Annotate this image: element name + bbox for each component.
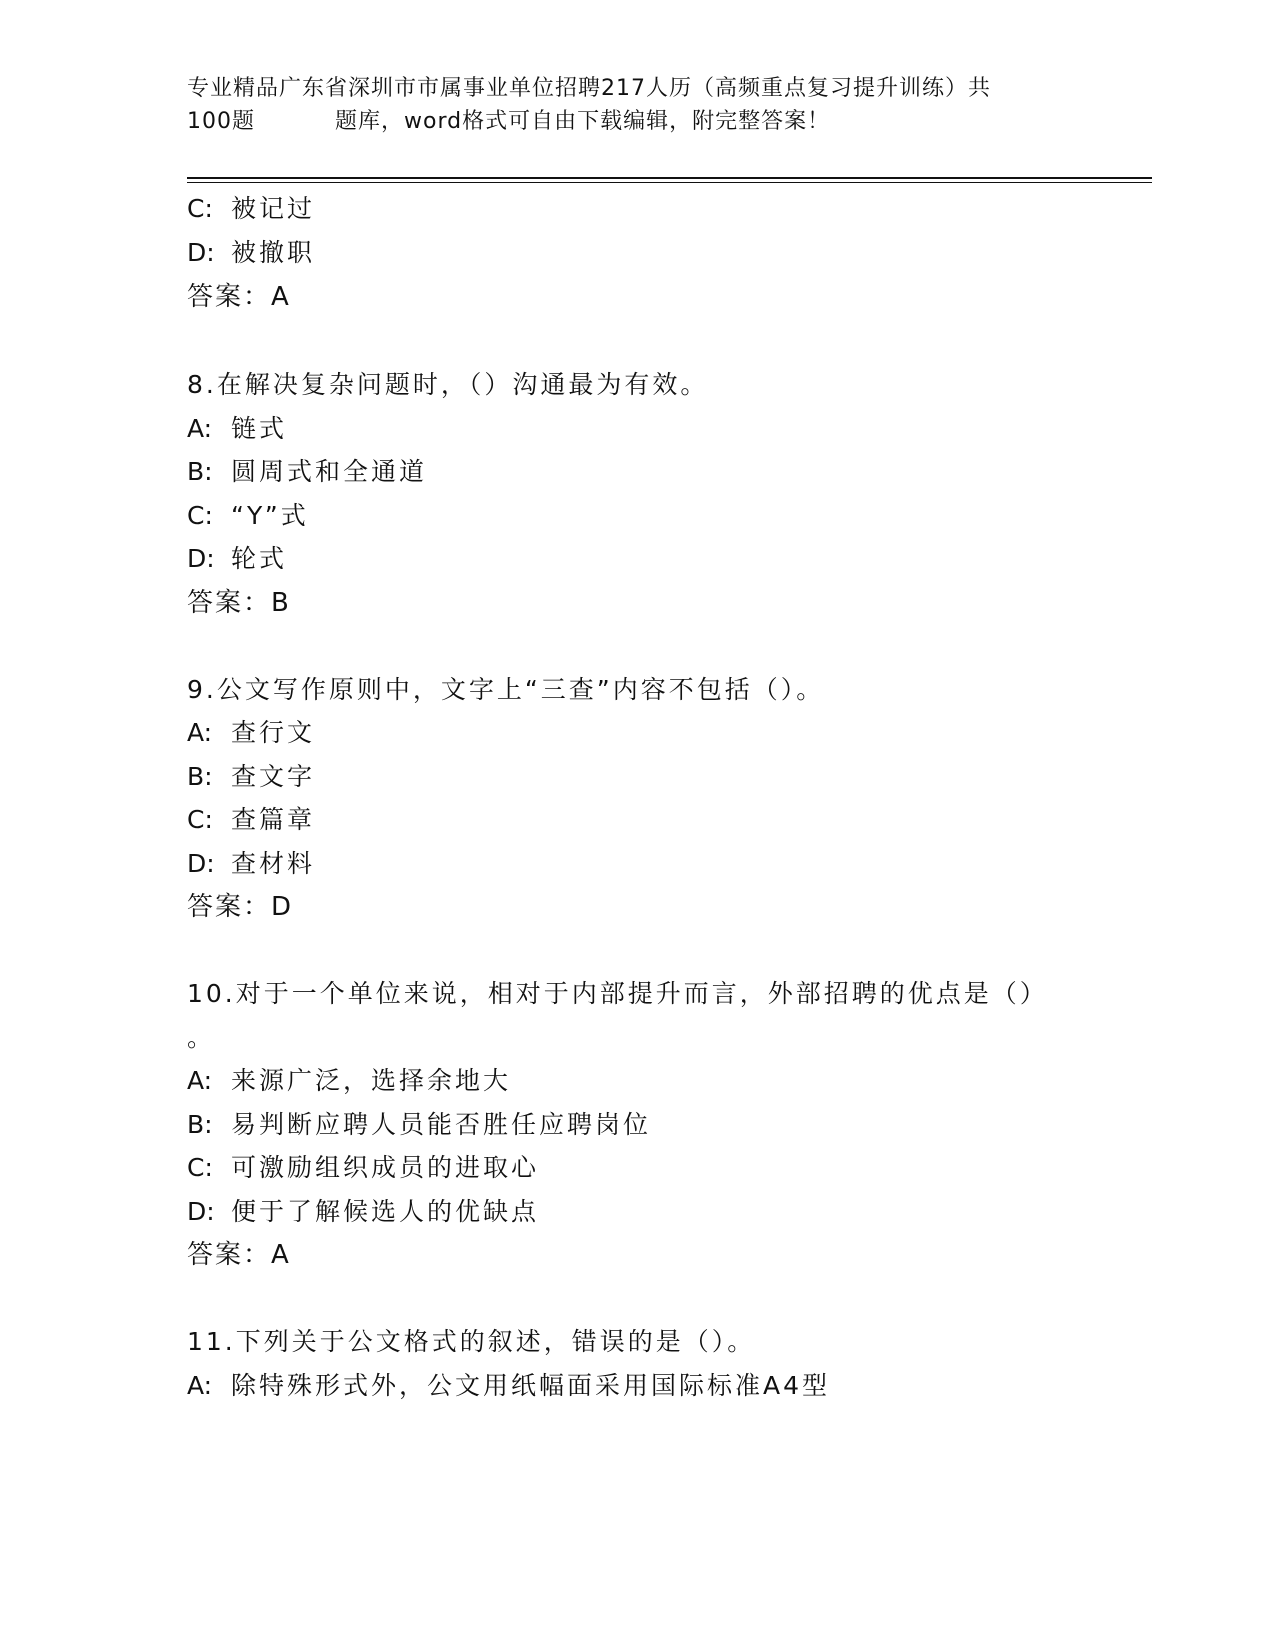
option-letter: C: [187,805,213,834]
option-item [187,1064,511,1098]
option-item [187,499,309,533]
option-letter: C: [187,194,213,223]
header-description: 题库，word格式可自由下载编辑，附完整答案！ [335,109,831,134]
answer-line: 答案：B [187,588,291,618]
option-item [187,1369,830,1403]
option-letter: D: [187,1197,215,1226]
option-letter: D: [187,544,215,573]
option-text: 可激励组织成员的进取心 [231,1153,540,1182]
option-letter: C: [187,1153,213,1182]
option-item [187,1151,539,1185]
option-text: 易判断应聘人员能否胜任应聘岗位 [231,1110,652,1139]
question-stem: 8.在解决复杂问题时，（）沟通最为有效。 [187,370,709,399]
option-letter: D: [187,238,215,267]
document-header [187,72,1087,138]
header-divider-thick [187,177,1152,179]
option-item [187,236,315,270]
option-letter: A: [187,1066,213,1095]
option-text: 轮式 [231,544,288,573]
answer-line: 答案：D [187,892,294,922]
option-item [187,192,315,226]
option-text: 被撤职 [231,238,316,267]
option-letter: B: [187,1110,213,1139]
option-letter: A: [187,718,213,747]
option-item [187,716,315,750]
header-title-line2 [187,105,1087,138]
option-text: 便于了解候选人的优缺点 [231,1197,540,1226]
option-text: 除特殊形式外，公文用纸幅面采用国际标准A4型 [231,1371,831,1400]
option-text: 圆周式和全通道 [231,457,428,486]
option-item [187,1195,539,1229]
question-stem: 11.下列关于公文格式的叙述，错误的是（）。 [187,1327,756,1356]
option-item [187,803,315,837]
question-stem: 10.对于一个单位来说，相对于内部提升而言，外部招聘的优点是（） [187,979,1048,1008]
option-item [187,760,315,794]
option-text: 链式 [231,414,288,443]
answer-line: 答案：A [187,1240,291,1270]
answer-line: 答案：A [187,282,291,312]
header-title-line1: 专业精品广东省深圳市市属事业单位招聘217人历（高频重点复习提升训练）共 [187,76,991,101]
option-letter: A: [187,1371,213,1400]
header-count: 100题 [187,109,255,134]
option-item [187,542,287,576]
option-letter: D: [187,849,215,878]
option-text: 来源广泛，选择余地大 [231,1066,512,1095]
option-text: “Y”式 [231,501,309,530]
option-text: 查行文 [231,718,316,747]
option-item [187,455,427,489]
option-letter: C: [187,501,213,530]
option-text: 被记过 [231,194,316,223]
option-text: 查篇章 [231,805,316,834]
option-item [187,412,287,446]
option-letter: A: [187,414,213,443]
option-text: 查文字 [231,762,316,791]
option-item [187,1108,651,1142]
option-letter: B: [187,457,213,486]
question-stem-continued: 。 [187,1023,216,1052]
header-divider-thin [187,182,1152,183]
option-text: 查材料 [231,849,316,878]
option-item [187,847,315,881]
option-letter: B: [187,762,213,791]
question-stem: 9.公文写作原则中，文字上“三查”内容不包括（）。 [187,675,825,704]
